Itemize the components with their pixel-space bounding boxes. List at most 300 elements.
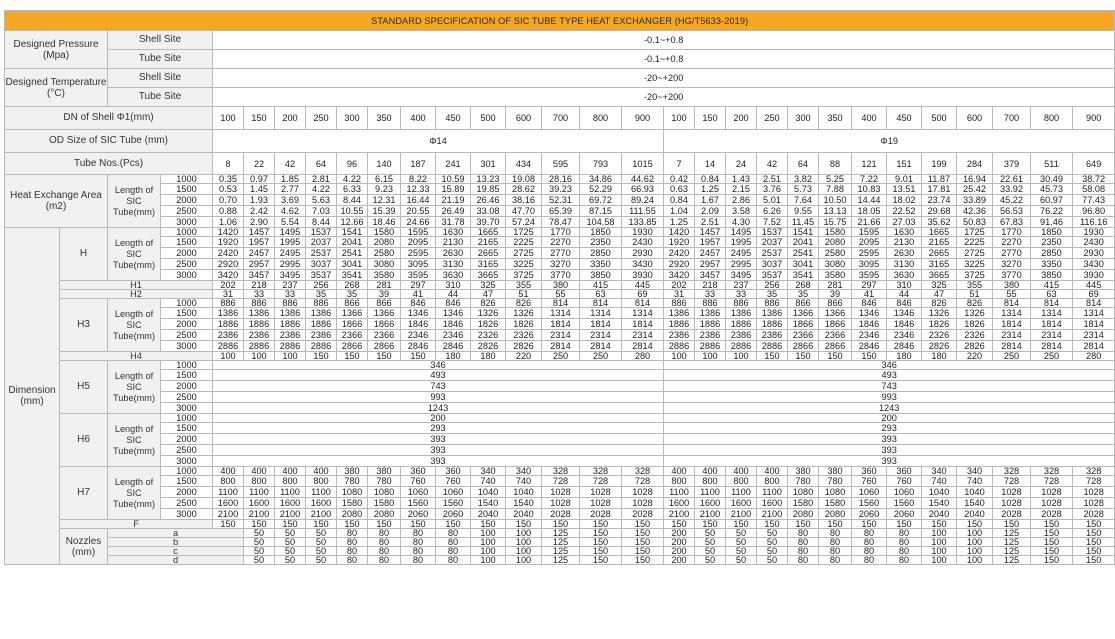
- area-value: 28.62: [506, 184, 542, 195]
- h7-value: 1080: [368, 487, 401, 498]
- nozzle-value: 150: [622, 556, 664, 565]
- area-value: 0.70: [213, 195, 244, 206]
- length-value: 2500: [161, 330, 213, 341]
- h3-value: 1366: [819, 308, 852, 319]
- h1-value: 445: [1073, 281, 1115, 290]
- h3-value: 2366: [368, 330, 401, 341]
- h-value: 3665: [922, 270, 957, 281]
- h2-value: 35: [337, 290, 368, 299]
- h7-value: 780: [819, 476, 852, 487]
- area-value: 77.43: [1073, 195, 1115, 206]
- h3-value: 2814: [1031, 341, 1073, 352]
- table-row: [5, 556, 1115, 565]
- h7-value: 2100: [726, 509, 757, 520]
- h3-value: 2886: [726, 341, 757, 352]
- area-value: 22.61: [993, 175, 1031, 184]
- h-value: 3930: [1073, 270, 1115, 281]
- h5-value-phi19: 743: [664, 381, 1115, 392]
- area-label: Heat Exchange Area (m2): [5, 175, 108, 228]
- h7-value: 800: [244, 476, 275, 487]
- h-value: 1930: [622, 228, 664, 237]
- h-label: H: [60, 228, 108, 281]
- h3-value: 2866: [337, 341, 368, 352]
- area-value: 13.51: [887, 184, 922, 195]
- h3-value: 1314: [580, 308, 622, 319]
- dn-value: 350: [368, 107, 401, 130]
- nozzle-value: 80: [436, 538, 471, 547]
- length-value: 1000: [161, 361, 213, 370]
- h3-value: 1886: [695, 319, 726, 330]
- area-value: 1.06: [213, 217, 244, 228]
- h-value: 3350: [1031, 259, 1073, 270]
- dn-value: 900: [1073, 107, 1115, 130]
- h2-value: 31: [664, 290, 695, 299]
- area-value: 19.85: [471, 184, 506, 195]
- h-value: 3630: [887, 270, 922, 281]
- h-value: 1537: [306, 228, 337, 237]
- h7-value: 728: [1031, 476, 1073, 487]
- area-value: 60.97: [1031, 195, 1073, 206]
- f-value: 150: [993, 520, 1031, 529]
- h2-value: 69: [622, 290, 664, 299]
- table-row: [5, 403, 1115, 414]
- tube-nos-value: 22: [244, 153, 275, 175]
- h3-value: 1826: [506, 319, 542, 330]
- h7-value: 1580: [819, 498, 852, 509]
- f-value: 150: [306, 520, 337, 529]
- h3-value: 2814: [580, 341, 622, 352]
- length-value: 3000: [161, 341, 213, 352]
- h3-value: 2346: [852, 330, 887, 341]
- table-row: [5, 330, 1115, 341]
- nozzle-value: 200: [664, 556, 695, 565]
- area-value: 47.70: [506, 206, 542, 217]
- tube-nos-value: 301: [471, 153, 506, 175]
- h-value: 2957: [695, 259, 726, 270]
- h-value: 1420: [664, 228, 695, 237]
- h3-value: 2826: [506, 341, 542, 352]
- nozzle-value: 125: [542, 547, 580, 556]
- area-value: 3.69: [275, 195, 306, 206]
- h2-value: 35: [757, 290, 788, 299]
- h3-value: 826: [922, 299, 957, 308]
- h7-value: 2100: [664, 509, 695, 520]
- h2-value: 35: [306, 290, 337, 299]
- h3-value: 2846: [436, 341, 471, 352]
- length-label: Length of SIC Tube(mm): [108, 299, 161, 352]
- h3-value: 886: [244, 299, 275, 308]
- h3-value: 2326: [471, 330, 506, 341]
- h3-value: 2886: [275, 341, 306, 352]
- h7-value: 328: [580, 467, 622, 476]
- h7-value: 800: [664, 476, 695, 487]
- h7-value: 2060: [436, 509, 471, 520]
- area-value: 10.55: [337, 206, 368, 217]
- area-value: 44.62: [622, 175, 664, 184]
- h-value: 2995: [726, 259, 757, 270]
- h7-value: 400: [244, 467, 275, 476]
- nozzle-value: 50: [244, 547, 275, 556]
- f-value: 150: [852, 520, 887, 529]
- nozzle-value: 100: [506, 538, 542, 547]
- h-value: 3770: [993, 270, 1031, 281]
- dn-value: 600: [506, 107, 542, 130]
- h3-value: 814: [1031, 299, 1073, 308]
- h4-value: 100: [213, 352, 244, 361]
- h-value: 3420: [213, 270, 244, 281]
- h7-value: 1560: [852, 498, 887, 509]
- h3-value: 814: [580, 299, 622, 308]
- table-row: [5, 228, 1115, 237]
- h7-value: 340: [506, 467, 542, 476]
- nozzle-value: 50: [244, 529, 275, 538]
- nozzle-label: d: [108, 556, 244, 565]
- table-row: [5, 184, 1115, 195]
- h3-value: 866: [819, 299, 852, 308]
- area-value: 21.19: [436, 195, 471, 206]
- h7-value: 1040: [922, 487, 957, 498]
- h7-value: 1600: [757, 498, 788, 509]
- h2-value: 47: [922, 290, 957, 299]
- length-value: 3000: [161, 403, 213, 414]
- f-label: F: [60, 520, 213, 529]
- nozzle-value: 80: [852, 556, 887, 565]
- nozzle-value: 50: [275, 556, 306, 565]
- h7-value: 1100: [695, 487, 726, 498]
- h7-value: 1060: [852, 487, 887, 498]
- h1-value: 380: [993, 281, 1031, 290]
- h7-value: 2028: [542, 509, 580, 520]
- h-value: 3541: [337, 270, 368, 281]
- nozzle-value: 150: [1031, 538, 1073, 547]
- table-row: [5, 299, 1115, 308]
- f-value: 150: [275, 520, 306, 529]
- dn-value: 200: [726, 107, 757, 130]
- tube-nos-value: 379: [993, 153, 1031, 175]
- h3-value: 1814: [542, 319, 580, 330]
- h7-value: 328: [542, 467, 580, 476]
- h6-value-phi19: 393: [664, 445, 1115, 456]
- h7-value: 360: [887, 467, 922, 476]
- dn-value: 700: [993, 107, 1031, 130]
- h-value: 3630: [436, 270, 471, 281]
- h-value: 2537: [757, 248, 788, 259]
- h4-value: 280: [622, 352, 664, 361]
- h3-value: 1314: [1031, 308, 1073, 319]
- nozzle-value: 80: [852, 547, 887, 556]
- h4-value: 100: [244, 352, 275, 361]
- length-label: Length of SIC Tube(mm): [108, 175, 161, 228]
- h7-value: 400: [306, 467, 337, 476]
- area-value: 2.51: [757, 175, 788, 184]
- h7-value: 400: [726, 467, 757, 476]
- h-value: 2920: [664, 259, 695, 270]
- h6-value-phi14: 200: [213, 414, 664, 423]
- h7-value: 800: [213, 476, 244, 487]
- nozzle-value: 80: [819, 547, 852, 556]
- h4-value: 100: [275, 352, 306, 361]
- area-value: 3.58: [726, 206, 757, 217]
- tube-nos-value: 88: [819, 153, 852, 175]
- nozzle-value: 100: [957, 529, 993, 538]
- tube-nos-value: 8: [213, 153, 244, 175]
- dn-value: 600: [957, 107, 993, 130]
- f-value: 150: [337, 520, 368, 529]
- h-value: 3041: [788, 259, 819, 270]
- h7-value: 780: [368, 476, 401, 487]
- table-row: [5, 498, 1115, 509]
- dn-value: 200: [275, 107, 306, 130]
- h7-value: 328: [1073, 467, 1115, 476]
- h7-value: 380: [788, 467, 819, 476]
- h3-value: 1326: [957, 308, 993, 319]
- h5-value-phi19: 1243: [664, 403, 1115, 414]
- nozzle-value: 150: [580, 556, 622, 565]
- dn-value: 300: [337, 107, 368, 130]
- nozzle-value: 80: [887, 556, 922, 565]
- dn-value: 800: [1031, 107, 1073, 130]
- h1-value: 297: [852, 281, 887, 290]
- h3-value: 886: [213, 299, 244, 308]
- h3-value: 2826: [471, 341, 506, 352]
- h-value: 3537: [306, 270, 337, 281]
- h-value: 2850: [580, 248, 622, 259]
- table-row: [5, 195, 1115, 206]
- h3-value: 2826: [922, 341, 957, 352]
- h3-value: 1846: [887, 319, 922, 330]
- area-value: 7.03: [306, 206, 337, 217]
- h-value: 1920: [213, 237, 244, 248]
- tube-nos-value: 793: [580, 153, 622, 175]
- area-value: 2.51: [695, 217, 726, 228]
- nozzle-value: 100: [471, 538, 506, 547]
- nozzle-value: 50: [306, 538, 337, 547]
- area-value: 15.39: [368, 206, 401, 217]
- h-value: 2665: [471, 248, 506, 259]
- nozzle-value: 100: [922, 547, 957, 556]
- length-value: 3000: [161, 456, 213, 467]
- h3-value: 2314: [580, 330, 622, 341]
- h-value: 3850: [580, 270, 622, 281]
- h3-value: 1366: [368, 308, 401, 319]
- dn-value: 700: [542, 107, 580, 130]
- area-value: 12.66: [337, 217, 368, 228]
- h-value: 2037: [306, 237, 337, 248]
- h7-value: 1600: [275, 498, 306, 509]
- length-value: 1500: [161, 237, 213, 248]
- h7-value: 2100: [306, 509, 337, 520]
- h-value: 2541: [337, 248, 368, 259]
- h-value: 2095: [401, 237, 436, 248]
- nozzle-value: 50: [695, 538, 726, 547]
- h3-value: 886: [757, 299, 788, 308]
- table-row: [5, 308, 1115, 319]
- h-value: 2850: [1031, 248, 1073, 259]
- h3-value: 846: [887, 299, 922, 308]
- h4-value: 250: [993, 352, 1031, 361]
- h4-value: 150: [337, 352, 368, 361]
- table-row: [5, 509, 1115, 520]
- h3-value: 2346: [436, 330, 471, 341]
- h3-value: 2326: [922, 330, 957, 341]
- area-value: 2.86: [726, 195, 757, 206]
- length-value: 1500: [161, 308, 213, 319]
- area-value: 0.84: [664, 195, 695, 206]
- h-value: 2457: [695, 248, 726, 259]
- nozzle-value: 125: [993, 529, 1031, 538]
- nozzle-value: 100: [506, 556, 542, 565]
- area-value: 2.42: [244, 206, 275, 217]
- area-value: 23.74: [922, 195, 957, 206]
- h3-value: 886: [275, 299, 306, 308]
- od-phi14: Φ14: [213, 130, 664, 153]
- table-row: [5, 130, 1115, 153]
- h3-value: 1326: [922, 308, 957, 319]
- dn-value: 150: [695, 107, 726, 130]
- h7-value: 800: [275, 476, 306, 487]
- h3-value: 2386: [664, 330, 695, 341]
- nozzle-value: 50: [726, 547, 757, 556]
- f-value: 150: [244, 520, 275, 529]
- length-value: 3000: [161, 270, 213, 281]
- nozzle-value: 200: [664, 529, 695, 538]
- h7-value: 1100: [726, 487, 757, 498]
- length-value: 1000: [161, 414, 213, 423]
- area-value: 66.93: [622, 184, 664, 195]
- h4-value: 100: [664, 352, 695, 361]
- pressure-tube-value: -0.1~+0.8: [213, 50, 1115, 69]
- area-value: 4.62: [275, 206, 306, 217]
- nozzle-value: 150: [1031, 556, 1073, 565]
- nozzle-value: 125: [993, 547, 1031, 556]
- area-value: 15.89: [436, 184, 471, 195]
- area-value: 4.22: [306, 184, 337, 195]
- h2-value: 31: [213, 290, 244, 299]
- area-value: 50.83: [957, 217, 993, 228]
- h-value: 3037: [306, 259, 337, 270]
- h-value: 3457: [244, 270, 275, 281]
- area-value: 18.05: [852, 206, 887, 217]
- length-value: 1500: [161, 184, 213, 195]
- h2-value: 41: [852, 290, 887, 299]
- h-value: 1537: [757, 228, 788, 237]
- length-value: 2000: [161, 319, 213, 330]
- h-value: 3495: [275, 270, 306, 281]
- area-value: 52.29: [580, 184, 622, 195]
- h7-value: 2060: [401, 509, 436, 520]
- h3-value: 2866: [788, 341, 819, 352]
- area-value: 19.08: [506, 175, 542, 184]
- nozzle-value: 100: [957, 547, 993, 556]
- f-value: 150: [726, 520, 757, 529]
- h-value: 1495: [726, 228, 757, 237]
- h7-value: 340: [471, 467, 506, 476]
- area-value: 11.45: [788, 217, 819, 228]
- area-value: 0.42: [664, 175, 695, 184]
- tube-nos-value: 96: [337, 153, 368, 175]
- h-value: 1630: [436, 228, 471, 237]
- area-value: 0.35: [213, 175, 244, 184]
- h-value: 2457: [244, 248, 275, 259]
- table-row: [5, 456, 1115, 467]
- pressure-label: Designed Pressure (Mpa): [5, 31, 108, 69]
- h3-value: 1814: [580, 319, 622, 330]
- h7-value: 1028: [622, 487, 664, 498]
- area-value: 1.67: [695, 195, 726, 206]
- h3-value: 1866: [788, 319, 819, 330]
- nozzle-value: 80: [401, 529, 436, 538]
- table-row: [5, 248, 1115, 259]
- h-value: 2725: [957, 248, 993, 259]
- h3-value: 2866: [368, 341, 401, 352]
- h3-value: 814: [622, 299, 664, 308]
- tube-nos-value: 241: [436, 153, 471, 175]
- area-value: 45.22: [993, 195, 1031, 206]
- dn-value: 250: [757, 107, 788, 130]
- nozzle-value: 80: [819, 538, 852, 547]
- f-value: 150: [436, 520, 471, 529]
- h-value: 2041: [788, 237, 819, 248]
- h7-value: 2028: [993, 509, 1031, 520]
- f-value: 150: [957, 520, 993, 529]
- h-value: 2080: [819, 237, 852, 248]
- nozzle-value: 50: [275, 547, 306, 556]
- area-value: 13.13: [819, 206, 852, 217]
- h-value: 1595: [401, 228, 436, 237]
- area-value: 31.78: [436, 217, 471, 228]
- h7-value: 1540: [506, 498, 542, 509]
- area-value: 0.97: [244, 175, 275, 184]
- h1-value: 268: [788, 281, 819, 290]
- h3-value: 1366: [788, 308, 819, 319]
- nozzle-value: 80: [401, 556, 436, 565]
- length-value: 1000: [161, 228, 213, 237]
- h7-value: 2028: [580, 509, 622, 520]
- h3-value: 814: [542, 299, 580, 308]
- area-value: 3.76: [757, 184, 788, 195]
- area-value: 38.16: [506, 195, 542, 206]
- tube-nos-value: 140: [368, 153, 401, 175]
- h3-value: 1346: [401, 308, 436, 319]
- nozzle-value: 80: [436, 547, 471, 556]
- length-value: 1000: [161, 299, 213, 308]
- f-value: 150: [1031, 520, 1073, 529]
- h6-value-phi19: 393: [664, 434, 1115, 445]
- area-value: 20.55: [401, 206, 436, 217]
- h3-value: 1846: [852, 319, 887, 330]
- h3-value: 846: [852, 299, 887, 308]
- h3-value: 814: [1073, 299, 1115, 308]
- h3-value: 2314: [1031, 330, 1073, 341]
- h7-value: 1600: [213, 498, 244, 509]
- f-value: 150: [368, 520, 401, 529]
- h-value: 3130: [887, 259, 922, 270]
- h4-value: 180: [922, 352, 957, 361]
- h7-value: 1600: [726, 498, 757, 509]
- h7-value: 1060: [401, 487, 436, 498]
- h3-value: 826: [957, 299, 993, 308]
- h7-value: 1028: [1031, 487, 1073, 498]
- area-value: 38.72: [1073, 175, 1115, 184]
- area-value: 9.23: [368, 184, 401, 195]
- h-value: 3595: [401, 270, 436, 281]
- h-value: 2770: [993, 248, 1031, 259]
- h-value: 2537: [306, 248, 337, 259]
- h4-value: 180: [471, 352, 506, 361]
- h7-value: 800: [757, 476, 788, 487]
- h2-value: 35: [788, 290, 819, 299]
- nozzle-value: 80: [819, 556, 852, 565]
